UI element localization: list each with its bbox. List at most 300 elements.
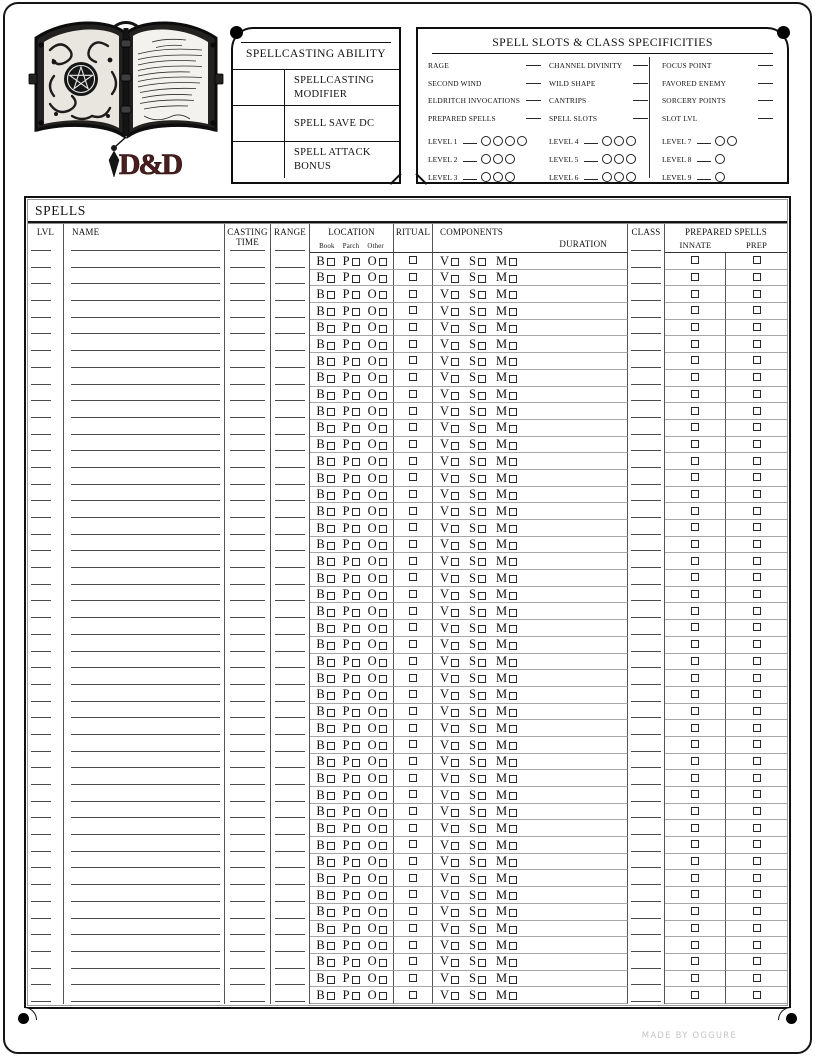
ritual-checkbox[interactable]	[409, 690, 417, 698]
location-other-checkbox[interactable]	[368, 522, 387, 535]
level-8-slot-circle[interactable]	[715, 154, 725, 164]
range-field[interactable]	[271, 553, 310, 570]
component-m-checkbox[interactable]	[496, 939, 517, 952]
range-field[interactable]	[271, 270, 310, 287]
prep-checkbox[interactable]	[753, 256, 761, 264]
level-9-write-line[interactable]	[697, 179, 711, 180]
innate-checkbox[interactable]	[691, 407, 699, 415]
component-v-checkbox[interactable]	[440, 739, 459, 752]
location-parch-checkbox[interactable]	[343, 822, 360, 835]
range-field[interactable]	[271, 453, 310, 470]
component-v-checkbox[interactable]	[440, 688, 459, 701]
lvl-field[interactable]	[28, 787, 64, 804]
innate-checkbox[interactable]	[691, 941, 699, 949]
component-v-checkbox[interactable]	[440, 922, 459, 935]
casting-time-field[interactable]	[225, 503, 271, 520]
name-field[interactable]	[64, 387, 225, 404]
range-field[interactable]	[271, 837, 310, 854]
location-parch-checkbox[interactable]	[343, 588, 360, 601]
class-field[interactable]	[628, 487, 665, 504]
location-parch-checkbox[interactable]	[343, 555, 360, 568]
component-v-checkbox[interactable]	[440, 955, 459, 968]
range-field[interactable]	[271, 870, 310, 887]
class-field[interactable]	[628, 403, 665, 420]
component-m-checkbox[interactable]	[496, 655, 517, 668]
location-other-checkbox[interactable]	[368, 338, 387, 351]
component-v-checkbox[interactable]	[440, 705, 459, 718]
component-s-checkbox[interactable]	[469, 538, 486, 551]
name-field[interactable]	[64, 553, 225, 570]
class-field[interactable]	[628, 937, 665, 954]
class-field[interactable]	[628, 537, 665, 554]
class-field[interactable]	[628, 704, 665, 721]
lvl-field[interactable]	[28, 687, 64, 704]
class-field[interactable]	[628, 654, 665, 671]
component-s-checkbox[interactable]	[469, 472, 486, 485]
component-m-checkbox[interactable]	[496, 321, 517, 334]
lvl-field[interactable]	[28, 503, 64, 520]
innate-checkbox[interactable]	[691, 874, 699, 882]
location-other-checkbox[interactable]	[368, 855, 387, 868]
name-field[interactable]	[64, 253, 225, 270]
name-field[interactable]	[64, 854, 225, 871]
component-m-checkbox[interactable]	[496, 922, 517, 935]
innate-checkbox[interactable]	[691, 607, 699, 615]
location-book-checkbox[interactable]	[316, 355, 334, 368]
range-field[interactable]	[271, 637, 310, 654]
location-other-checkbox[interactable]	[368, 538, 387, 551]
class-field[interactable]	[628, 787, 665, 804]
innate-checkbox[interactable]	[691, 924, 699, 932]
prep-checkbox[interactable]	[753, 907, 761, 915]
ritual-checkbox[interactable]	[409, 607, 417, 615]
innate-checkbox[interactable]	[691, 790, 699, 798]
location-parch-checkbox[interactable]	[343, 405, 360, 418]
class-field[interactable]	[628, 437, 665, 454]
prep-checkbox[interactable]	[753, 473, 761, 481]
ritual-checkbox[interactable]	[409, 674, 417, 682]
component-v-checkbox[interactable]	[440, 872, 459, 885]
component-m-checkbox[interactable]	[496, 421, 517, 434]
innate-checkbox[interactable]	[691, 457, 699, 465]
location-book-checkbox[interactable]	[316, 605, 334, 618]
casting-time-field[interactable]	[225, 470, 271, 487]
ritual-checkbox[interactable]	[409, 373, 417, 381]
range-field[interactable]	[271, 303, 310, 320]
ritual-checkbox[interactable]	[409, 457, 417, 465]
lvl-field[interactable]	[28, 737, 64, 754]
class-field[interactable]	[628, 820, 665, 837]
level-5-write-line[interactable]	[584, 161, 598, 162]
level-2-write-line[interactable]	[463, 161, 477, 162]
location-other-checkbox[interactable]	[368, 472, 387, 485]
component-s-checkbox[interactable]	[469, 755, 486, 768]
casting-time-field[interactable]	[225, 587, 271, 604]
innate-checkbox[interactable]	[691, 373, 699, 381]
component-m-checkbox[interactable]	[496, 905, 517, 918]
class-field[interactable]	[628, 336, 665, 353]
location-other-checkbox[interactable]	[368, 405, 387, 418]
name-field[interactable]	[64, 770, 225, 787]
range-field[interactable]	[271, 820, 310, 837]
class-field[interactable]	[628, 804, 665, 821]
casting-time-field[interactable]	[225, 887, 271, 904]
location-other-checkbox[interactable]	[368, 555, 387, 568]
lvl-field[interactable]	[28, 937, 64, 954]
name-field[interactable]	[64, 804, 225, 821]
component-s-checkbox[interactable]	[469, 421, 486, 434]
prep-checkbox[interactable]	[753, 807, 761, 815]
name-field[interactable]	[64, 737, 225, 754]
range-field[interactable]	[271, 654, 310, 671]
casting-time-field[interactable]	[225, 353, 271, 370]
name-field[interactable]	[64, 370, 225, 387]
casting-time-field[interactable]	[225, 737, 271, 754]
prep-checkbox[interactable]	[753, 290, 761, 298]
location-parch-checkbox[interactable]	[343, 488, 360, 501]
prep-checkbox[interactable]	[753, 457, 761, 465]
casting-time-field[interactable]	[225, 870, 271, 887]
range-field[interactable]	[271, 687, 310, 704]
location-parch-checkbox[interactable]	[343, 321, 360, 334]
location-book-checkbox[interactable]	[316, 371, 334, 384]
casting-time-field[interactable]	[225, 553, 271, 570]
component-s-checkbox[interactable]	[469, 338, 486, 351]
location-parch-checkbox[interactable]	[343, 388, 360, 401]
prep-checkbox[interactable]	[753, 407, 761, 415]
component-m-checkbox[interactable]	[496, 522, 517, 535]
lvl-field[interactable]	[28, 487, 64, 504]
spellcasting-modifier-value[interactable]	[233, 70, 285, 105]
casting-time-field[interactable]	[225, 754, 271, 771]
casting-time-field[interactable]	[225, 620, 271, 637]
class-field[interactable]	[628, 370, 665, 387]
ritual-checkbox[interactable]	[409, 890, 417, 898]
level-6-slot-circle[interactable]	[614, 172, 624, 182]
component-v-checkbox[interactable]	[440, 538, 459, 551]
wild-shape-write-line[interactable]	[633, 83, 648, 84]
name-field[interactable]	[64, 670, 225, 687]
innate-checkbox[interactable]	[691, 340, 699, 348]
ritual-checkbox[interactable]	[409, 640, 417, 648]
range-field[interactable]	[271, 670, 310, 687]
name-field[interactable]	[64, 954, 225, 971]
component-m-checkbox[interactable]	[496, 822, 517, 835]
location-parch-checkbox[interactable]	[343, 955, 360, 968]
location-parch-checkbox[interactable]	[343, 739, 360, 752]
ritual-checkbox[interactable]	[409, 306, 417, 314]
component-m-checkbox[interactable]	[496, 288, 517, 301]
range-field[interactable]	[271, 520, 310, 537]
component-m-checkbox[interactable]	[496, 839, 517, 852]
location-parch-checkbox[interactable]	[343, 922, 360, 935]
lvl-field[interactable]	[28, 720, 64, 737]
component-v-checkbox[interactable]	[440, 939, 459, 952]
component-s-checkbox[interactable]	[469, 605, 486, 618]
level-2-slot-circle[interactable]	[481, 154, 491, 164]
lvl-field[interactable]	[28, 270, 64, 287]
innate-checkbox[interactable]	[691, 390, 699, 398]
location-other-checkbox[interactable]	[368, 822, 387, 835]
component-v-checkbox[interactable]	[440, 989, 459, 1002]
prep-checkbox[interactable]	[753, 824, 761, 832]
component-s-checkbox[interactable]	[469, 355, 486, 368]
prep-checkbox[interactable]	[753, 306, 761, 314]
component-s-checkbox[interactable]	[469, 455, 486, 468]
location-book-checkbox[interactable]	[316, 755, 334, 768]
component-s-checkbox[interactable]	[469, 505, 486, 518]
name-field[interactable]	[64, 503, 225, 520]
range-field[interactable]	[271, 737, 310, 754]
component-v-checkbox[interactable]	[440, 839, 459, 852]
innate-checkbox[interactable]	[691, 490, 699, 498]
component-v-checkbox[interactable]	[440, 622, 459, 635]
prep-checkbox[interactable]	[753, 390, 761, 398]
innate-checkbox[interactable]	[691, 724, 699, 732]
ritual-checkbox[interactable]	[409, 356, 417, 364]
location-other-checkbox[interactable]	[368, 638, 387, 651]
innate-checkbox[interactable]	[691, 840, 699, 848]
lvl-field[interactable]	[28, 820, 64, 837]
class-field[interactable]	[628, 954, 665, 971]
ritual-checkbox[interactable]	[409, 924, 417, 932]
range-field[interactable]	[271, 620, 310, 637]
location-book-checkbox[interactable]	[316, 739, 334, 752]
ritual-checkbox[interactable]	[409, 840, 417, 848]
ritual-checkbox[interactable]	[409, 290, 417, 298]
casting-time-field[interactable]	[225, 253, 271, 270]
location-other-checkbox[interactable]	[368, 872, 387, 885]
casting-time-field[interactable]	[225, 537, 271, 554]
casting-time-field[interactable]	[225, 704, 271, 721]
component-s-checkbox[interactable]	[469, 955, 486, 968]
level-2-slot-circle[interactable]	[505, 154, 515, 164]
casting-time-field[interactable]	[225, 820, 271, 837]
component-v-checkbox[interactable]	[440, 572, 459, 585]
range-field[interactable]	[271, 787, 310, 804]
innate-checkbox[interactable]	[691, 273, 699, 281]
range-field[interactable]	[271, 603, 310, 620]
location-book-checkbox[interactable]	[316, 972, 334, 985]
prep-checkbox[interactable]	[753, 557, 761, 565]
casting-time-field[interactable]	[225, 637, 271, 654]
name-field[interactable]	[64, 704, 225, 721]
location-parch-checkbox[interactable]	[343, 421, 360, 434]
class-field[interactable]	[628, 720, 665, 737]
location-other-checkbox[interactable]	[368, 672, 387, 685]
ritual-checkbox[interactable]	[409, 573, 417, 581]
location-other-checkbox[interactable]	[368, 622, 387, 635]
component-s-checkbox[interactable]	[469, 855, 486, 868]
prep-checkbox[interactable]	[753, 991, 761, 999]
innate-checkbox[interactable]	[691, 306, 699, 314]
level-3-slot-circle[interactable]	[493, 172, 503, 182]
component-s-checkbox[interactable]	[469, 588, 486, 601]
component-v-checkbox[interactable]	[440, 338, 459, 351]
innate-checkbox[interactable]	[691, 540, 699, 548]
ritual-checkbox[interactable]	[409, 390, 417, 398]
location-other-checkbox[interactable]	[368, 305, 387, 318]
location-other-checkbox[interactable]	[368, 655, 387, 668]
name-field[interactable]	[64, 320, 225, 337]
location-book-checkbox[interactable]	[316, 305, 334, 318]
range-field[interactable]	[271, 487, 310, 504]
class-field[interactable]	[628, 670, 665, 687]
location-other-checkbox[interactable]	[368, 939, 387, 952]
lvl-field[interactable]	[28, 804, 64, 821]
prep-checkbox[interactable]	[753, 724, 761, 732]
location-parch-checkbox[interactable]	[343, 872, 360, 885]
ritual-checkbox[interactable]	[409, 273, 417, 281]
component-v-checkbox[interactable]	[440, 755, 459, 768]
location-other-checkbox[interactable]	[368, 288, 387, 301]
lvl-field[interactable]	[28, 320, 64, 337]
location-parch-checkbox[interactable]	[343, 722, 360, 735]
location-parch-checkbox[interactable]	[343, 371, 360, 384]
innate-checkbox[interactable]	[691, 890, 699, 898]
innate-checkbox[interactable]	[691, 907, 699, 915]
innate-checkbox[interactable]	[691, 440, 699, 448]
innate-checkbox[interactable]	[691, 707, 699, 715]
class-field[interactable]	[628, 887, 665, 904]
level-3-write-line[interactable]	[463, 179, 477, 180]
class-field[interactable]	[628, 971, 665, 988]
location-book-checkbox[interactable]	[316, 638, 334, 651]
location-parch-checkbox[interactable]	[343, 839, 360, 852]
innate-checkbox[interactable]	[691, 473, 699, 481]
casting-time-field[interactable]	[225, 687, 271, 704]
component-s-checkbox[interactable]	[469, 288, 486, 301]
prep-checkbox[interactable]	[753, 490, 761, 498]
level-5-slot-circle[interactable]	[626, 154, 636, 164]
prep-checkbox[interactable]	[753, 440, 761, 448]
component-s-checkbox[interactable]	[469, 305, 486, 318]
name-field[interactable]	[64, 987, 225, 1004]
component-s-checkbox[interactable]	[469, 555, 486, 568]
location-book-checkbox[interactable]	[316, 672, 334, 685]
class-field[interactable]	[628, 303, 665, 320]
prep-checkbox[interactable]	[753, 657, 761, 665]
location-book-checkbox[interactable]	[316, 855, 334, 868]
component-v-checkbox[interactable]	[440, 672, 459, 685]
location-other-checkbox[interactable]	[368, 722, 387, 735]
component-v-checkbox[interactable]	[440, 889, 459, 902]
component-s-checkbox[interactable]	[469, 672, 486, 685]
component-m-checkbox[interactable]	[496, 989, 517, 1002]
location-book-checkbox[interactable]	[316, 505, 334, 518]
location-book-checkbox[interactable]	[316, 588, 334, 601]
range-field[interactable]	[271, 353, 310, 370]
casting-time-field[interactable]	[225, 487, 271, 504]
component-s-checkbox[interactable]	[469, 789, 486, 802]
lvl-field[interactable]	[28, 370, 64, 387]
range-field[interactable]	[271, 403, 310, 420]
level-5-slot-circle[interactable]	[614, 154, 624, 164]
lvl-field[interactable]	[28, 403, 64, 420]
level-1-slot-circle[interactable]	[481, 136, 491, 146]
lvl-field[interactable]	[28, 453, 64, 470]
lvl-field[interactable]	[28, 637, 64, 654]
casting-time-field[interactable]	[225, 387, 271, 404]
casting-time-field[interactable]	[225, 971, 271, 988]
casting-time-field[interactable]	[225, 286, 271, 303]
name-field[interactable]	[64, 487, 225, 504]
prep-checkbox[interactable]	[753, 840, 761, 848]
component-v-checkbox[interactable]	[440, 271, 459, 284]
lvl-field[interactable]	[28, 587, 64, 604]
location-book-checkbox[interactable]	[316, 889, 334, 902]
location-book-checkbox[interactable]	[316, 572, 334, 585]
lvl-field[interactable]	[28, 971, 64, 988]
name-field[interactable]	[64, 587, 225, 604]
lvl-field[interactable]	[28, 770, 64, 787]
level-7-slot-circle[interactable]	[715, 136, 725, 146]
name-field[interactable]	[64, 520, 225, 537]
name-field[interactable]	[64, 971, 225, 988]
location-parch-checkbox[interactable]	[343, 789, 360, 802]
component-v-checkbox[interactable]	[440, 555, 459, 568]
location-other-checkbox[interactable]	[368, 355, 387, 368]
casting-time-field[interactable]	[225, 320, 271, 337]
innate-checkbox[interactable]	[691, 523, 699, 531]
ritual-checkbox[interactable]	[409, 774, 417, 782]
component-m-checkbox[interactable]	[496, 889, 517, 902]
ritual-checkbox[interactable]	[409, 407, 417, 415]
level-4-slot-circle[interactable]	[602, 136, 612, 146]
class-field[interactable]	[628, 253, 665, 270]
location-other-checkbox[interactable]	[368, 705, 387, 718]
range-field[interactable]	[271, 770, 310, 787]
component-v-checkbox[interactable]	[440, 488, 459, 501]
class-field[interactable]	[628, 387, 665, 404]
name-field[interactable]	[64, 754, 225, 771]
name-field[interactable]	[64, 420, 225, 437]
class-field[interactable]	[628, 737, 665, 754]
location-parch-checkbox[interactable]	[343, 288, 360, 301]
casting-time-field[interactable]	[225, 437, 271, 454]
location-book-checkbox[interactable]	[316, 655, 334, 668]
component-m-checkbox[interactable]	[496, 338, 517, 351]
component-s-checkbox[interactable]	[469, 905, 486, 918]
location-parch-checkbox[interactable]	[343, 989, 360, 1002]
class-field[interactable]	[628, 320, 665, 337]
component-s-checkbox[interactable]	[469, 438, 486, 451]
class-field[interactable]	[628, 353, 665, 370]
location-other-checkbox[interactable]	[368, 321, 387, 334]
component-m-checkbox[interactable]	[496, 505, 517, 518]
class-field[interactable]	[628, 987, 665, 1004]
prep-checkbox[interactable]	[753, 707, 761, 715]
range-field[interactable]	[271, 804, 310, 821]
lvl-field[interactable]	[28, 537, 64, 554]
location-book-checkbox[interactable]	[316, 522, 334, 535]
component-v-checkbox[interactable]	[440, 605, 459, 618]
lvl-field[interactable]	[28, 336, 64, 353]
component-v-checkbox[interactable]	[440, 588, 459, 601]
class-field[interactable]	[628, 420, 665, 437]
ritual-checkbox[interactable]	[409, 974, 417, 982]
ritual-checkbox[interactable]	[409, 874, 417, 882]
range-field[interactable]	[271, 754, 310, 771]
level-9-slot-circle[interactable]	[715, 172, 725, 182]
location-parch-checkbox[interactable]	[343, 538, 360, 551]
level-6-write-line[interactable]	[584, 179, 598, 180]
innate-checkbox[interactable]	[691, 974, 699, 982]
location-parch-checkbox[interactable]	[343, 271, 360, 284]
location-other-checkbox[interactable]	[368, 605, 387, 618]
innate-checkbox[interactable]	[691, 757, 699, 765]
class-field[interactable]	[628, 570, 665, 587]
